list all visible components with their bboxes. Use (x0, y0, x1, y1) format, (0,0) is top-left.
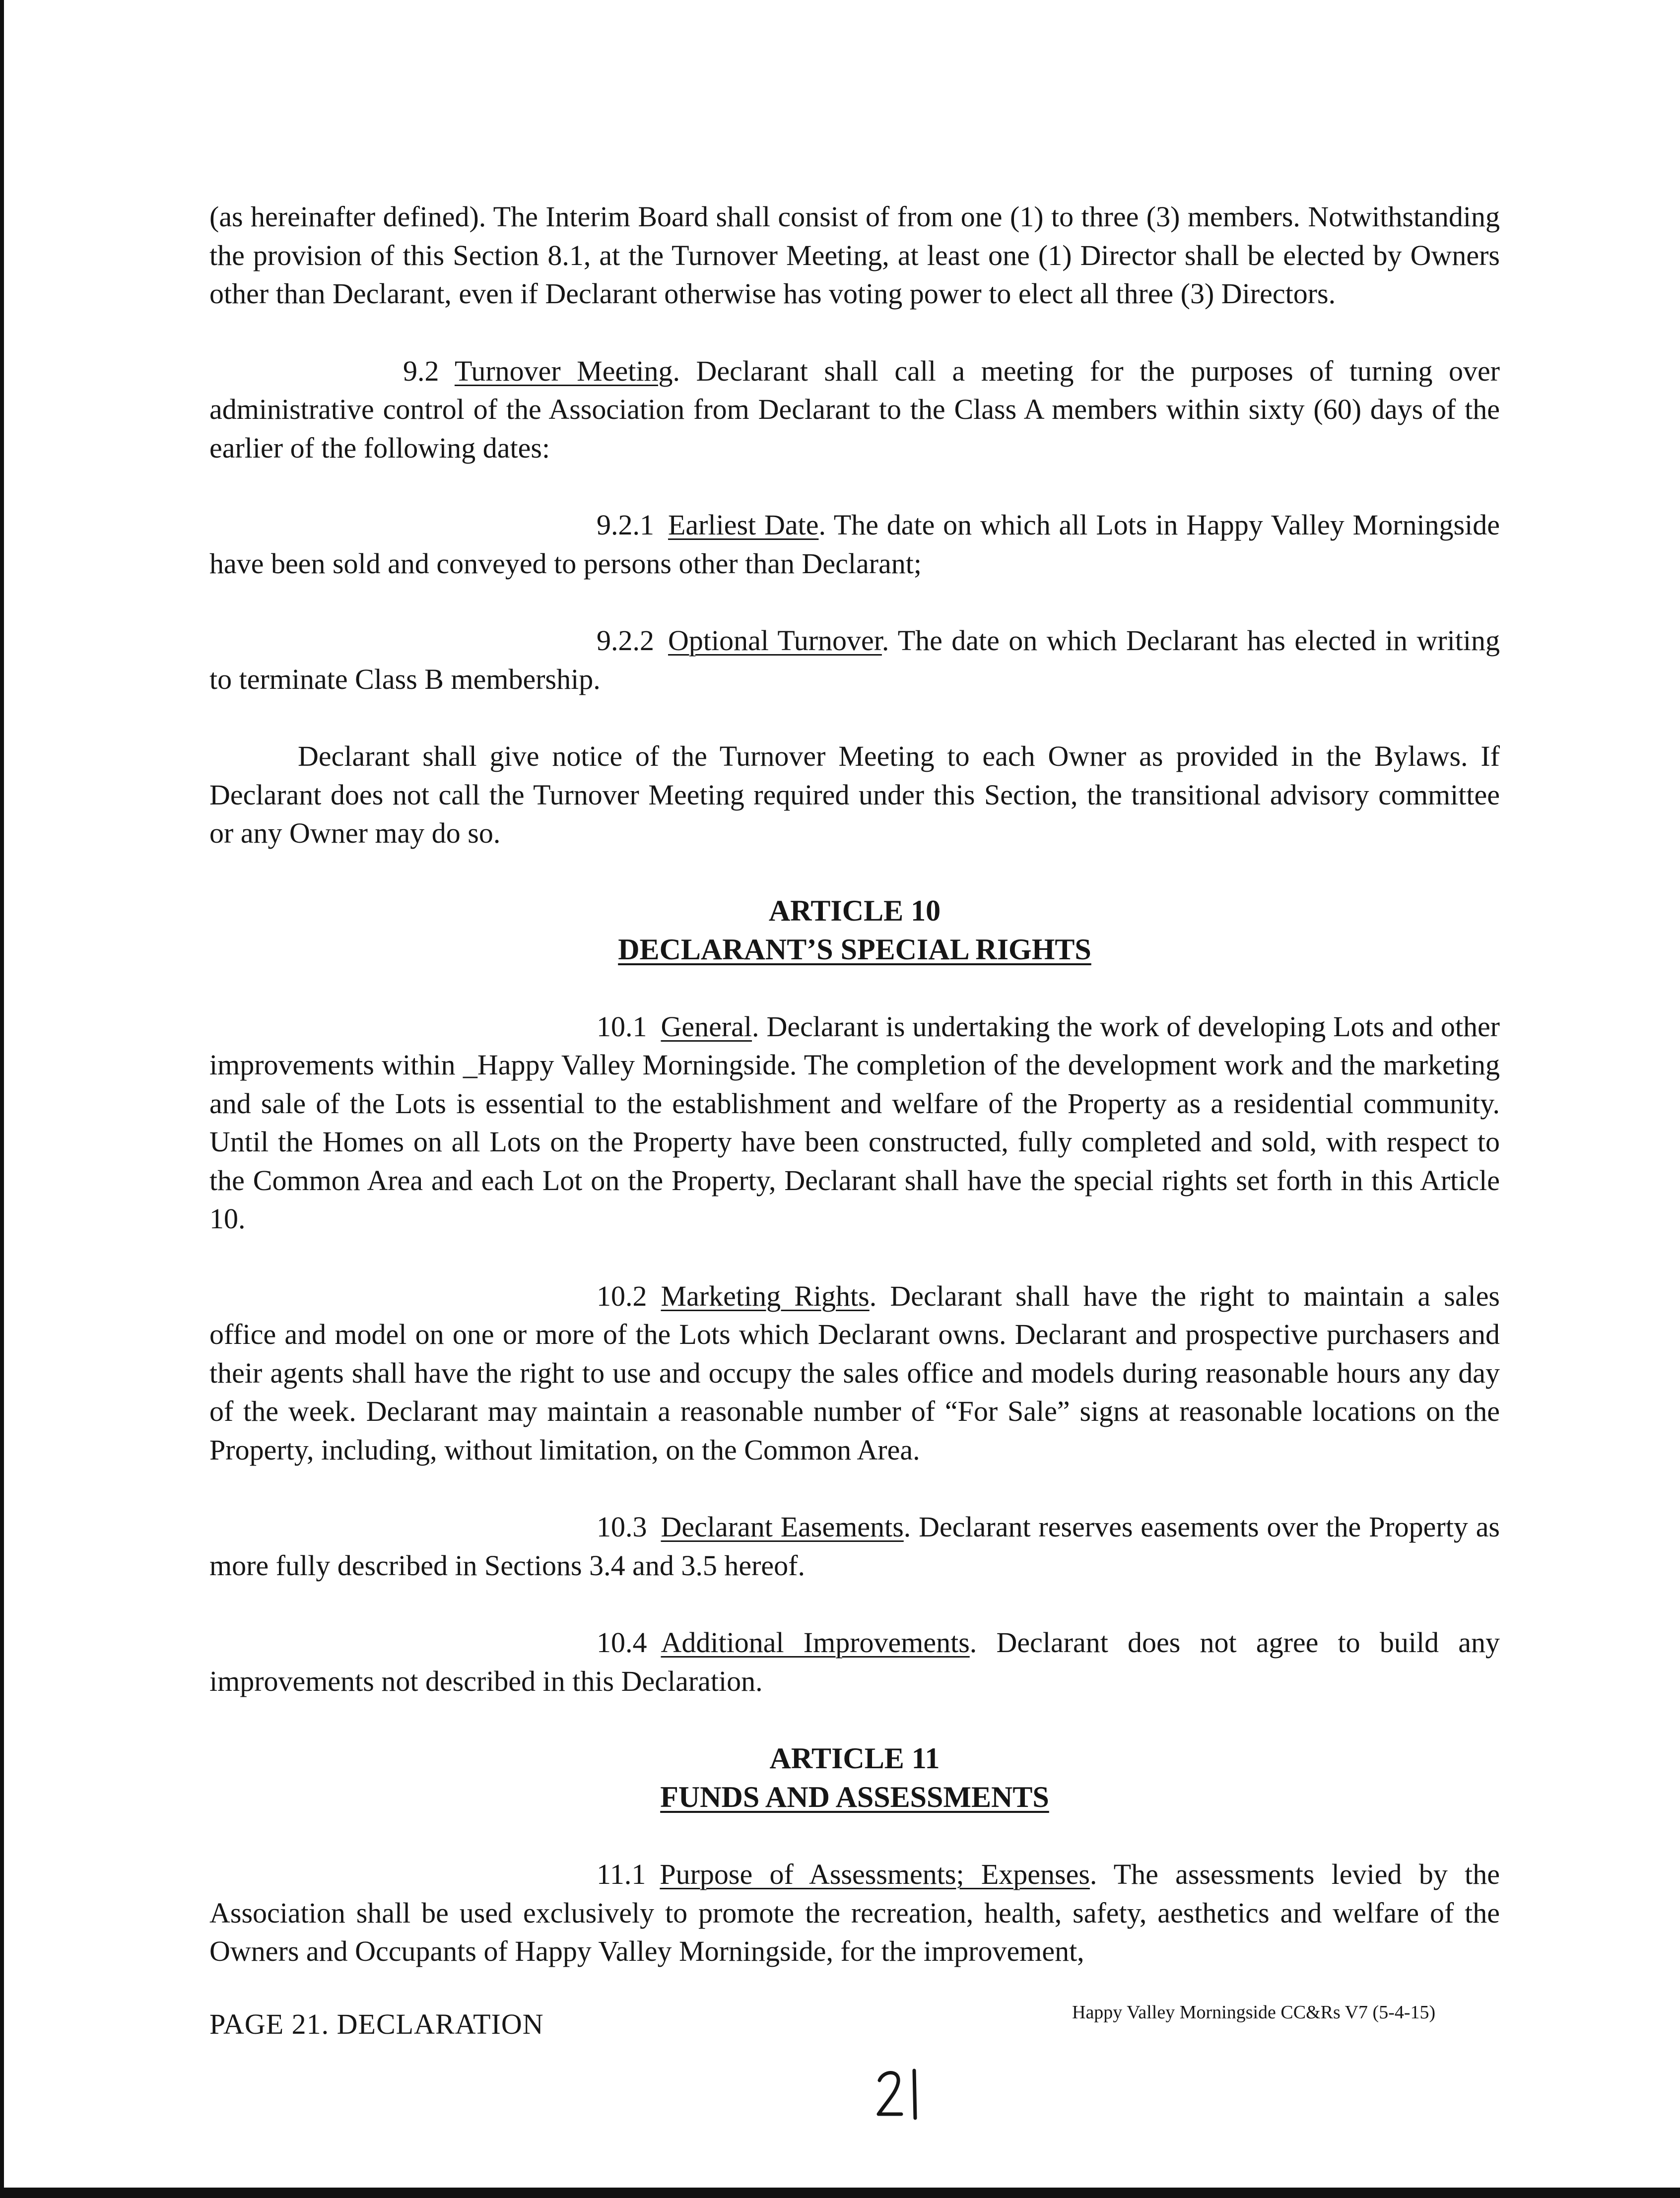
paragraph-turnover-notice: Declarant shall give notice of the Turnover Meeting to each Owner as provided in the Bylaws. If Declarant does not call the Turnover Meeting required under this Section, the transitional advisory committee or any Owner may do so. (209, 740, 1500, 849)
section-10-4 (209, 1623, 1500, 1700)
section-number: 10.2 (597, 1279, 647, 1312)
article-title: DECLARANT’S SPECIAL RIGHTS (618, 932, 1091, 966)
section-text: . Declarant shall call a meeting for the purposes of turning over administrative control of the Association from Declarant to the Class A members within sixty (60) days of the earlier of the following dates: (209, 354, 1500, 464)
article-label: ARTICLE 10 (768, 894, 941, 927)
section-text: . The assessments levied by the Association shall be used exclusively to promote the recreation, health, safety, aesthetics and welfare of the Owners and Occupants of Happy Valley Morningside, for the improvement, (209, 1858, 1500, 1967)
footer-page-label: PAGE 21. DECLARATION (209, 2008, 544, 2040)
section-title: Purpose of Assessments; Expenses (660, 1858, 1090, 1890)
paragraph-interim-board: (as hereinafter defined). The Interim Board shall consist of from one (1) to three (3) members. Notwithstanding the provision of this Section 8.1, at the Turnover Meeting, at least one (1) Director shall be elected by Owners other than Declarant, even if Declarant otherwise has voting power to elect all three (3) Directors. (209, 200, 1500, 310)
section-9-2-2 (209, 621, 1500, 698)
section-number: 10.4 (597, 1626, 647, 1659)
section-10-3 (209, 1508, 1500, 1585)
section-9-2 (209, 352, 1500, 467)
section-text: . Declarant does not agree to build any improvements not described in this Declaration. (209, 1626, 1500, 1697)
section-text: . Declarant reserves easements over the Property as more fully described in Sections 3.4 and 3.5 hereof. (209, 1511, 1500, 1582)
section-text: . Declarant shall have the right to maintain a sales office and model on one or more of the Lots which Declarant owns. Declarant and prospective purchasers and their agents shall have the right to use and occupy the sales office and models during reasonable hours any day of the week. Declarant may maintain a reasonable number of “For Sale” signs at reasonable locations on the Property, including, without limitation, on the Common Area. (209, 1279, 1500, 1466)
article-title: FUNDS AND ASSESSMENTS (660, 1781, 1049, 1813)
article-11-heading (209, 1739, 1500, 1816)
section-9-2-1 (209, 506, 1500, 583)
section-title: Marketing Rights (661, 1279, 870, 1312)
section-number: 10.3 (597, 1511, 647, 1543)
section-title: Optional Turnover (668, 624, 882, 657)
section-11-1 (209, 1855, 1500, 1971)
section-title: General (661, 1010, 752, 1043)
section-title: Additional Improvements (661, 1626, 970, 1659)
section-number: 11.1 (597, 1858, 646, 1890)
section-10-2 (209, 1277, 1500, 1469)
scan-border-left (0, 0, 4, 2198)
article-10-heading (209, 891, 1500, 969)
section-number: 10.1 (597, 1010, 647, 1043)
section-text: . Declarant is undertaking the work of developing Lots and other improvements within _Happy Valley Morningside. The completion of the development work and the marketing and sale of the Lots is essential to the establishment and welfare of the Property as a residential community. Until the Homes on all Lots on the Property have been constructed, fully completed and sold, with respect to the Common Area and each Lot on the Property, Declarant shall have the special rights set forth in this Article 10. (209, 1010, 1500, 1235)
section-text: . The date on which all Lots in Happy Valley Morningside have been sold and conveyed to persons other than Declarant; (209, 509, 1500, 580)
scan-border-bottom (0, 2188, 1680, 2198)
article-label: ARTICLE 11 (769, 1742, 940, 1775)
handwritten-page-number (869, 2060, 933, 2124)
section-text: . The date on which Declarant has elected in writing to terminate Class B membership. (209, 624, 1500, 695)
document-page-body (209, 198, 1500, 1971)
section-number: 9.2 (403, 354, 439, 387)
section-10-1 (209, 1007, 1500, 1238)
section-title: Earliest Date (668, 509, 819, 541)
section-title: Declarant Easements (661, 1511, 904, 1543)
footer-document-reference: Happy Valley Morningside CC&Rs V7 (5-4-15) (1072, 2002, 1436, 2023)
section-title: Turnover Meeting (454, 354, 673, 387)
section-number: 9.2.2 (597, 624, 654, 657)
section-number: 9.2.1 (597, 509, 654, 541)
